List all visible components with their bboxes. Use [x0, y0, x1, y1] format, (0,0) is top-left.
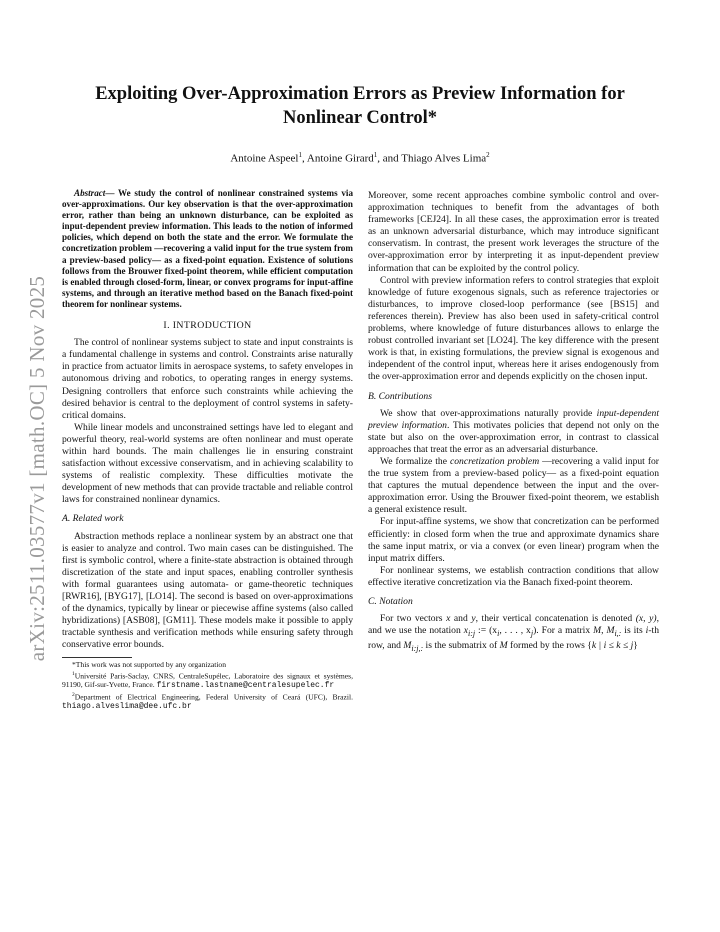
footnote-affiliation-2 [62, 691, 353, 712]
arxiv-stamp [18, 248, 58, 688]
text-run: , and we use the notation [368, 613, 659, 637]
text-run: . This motivates policies that depend not only on the state but also on the over-approximation error, in contrast to classical approaches that treat the error as an adversarial disturbance. [368, 419, 659, 455]
emphasis-text: concretization problem [449, 455, 540, 467]
paragraph: For input-affine systems, we show that concretization can be performed efficiently: in closed form when the true and approximate dynamics share the same input matrix, or via a convex (or even linear) program when the input matrix differs. [368, 516, 659, 564]
text-run: ). For a matrix [533, 625, 594, 637]
footnote-divider [62, 657, 132, 658]
author-affiliation-mark: 1 [373, 151, 378, 159]
abstract-dash: — [105, 188, 118, 198]
left-column [62, 188, 353, 712]
math-symbol: (x, y) [635, 613, 657, 625]
subsection-heading-notation: C. Notation [368, 596, 413, 607]
text-run: -th row, and [368, 625, 659, 652]
paragraph [368, 456, 659, 516]
paragraph: While linear models and unconstrained settings have led to elegant and powerful theory, real-world systems are often nonlinear and must operate within hard bounds. The main challenges lie in ensuring constraint satisfaction without excessive conservatism, and in achieving scalability to systems of realistic complexity. These difficulties motivate the development of new methods that can provide tractable and reliable control laws for constrained nonlinear dynamics. [62, 421, 353, 506]
author-separator: , [301, 152, 307, 165]
math-symbol: M [403, 640, 412, 652]
footnote-text: Université Paris-Saclay, CNRS, CentraleSupélec, Laboratoire des signaux et systèmes, 91190, Gif-sur-Yvette, France. [62, 671, 353, 690]
paragraph [368, 408, 659, 456]
footnote-text: Department of Electrical Engineering, Federal University of Ceará (UFC), Brazil. [74, 692, 353, 702]
paragraph: Abstraction methods replace a nonlinear system by an abstract one that is easier to analyze and control. Two main cases can be distinguished. The first is symbolic control, where a finite-state abstraction is obtained through discretization of the state and input spaces, enabling controller synthesis with formal guarantees using automata- or game-theoretic techniques [RWR16], [BYG17], [LO14]. The second is based on over-approximations of the dynamics, typically by linear or piecewise affine systems (also called hybridizations) [ASB08], [GM11]. These models make it possible to apply tractable synthesis and verification methods while ensuring safety through conservative error bounds. [62, 530, 353, 651]
text-run: } [633, 640, 638, 652]
math-set: k | i ≤ k ≤ j [591, 640, 634, 652]
math-text: , . . . , x [499, 625, 531, 637]
math-subscript: i [497, 629, 500, 639]
math-subscript: i:j,: [411, 644, 424, 654]
text-run: For two vectors [380, 613, 447, 625]
text-run: formed by the rows { [507, 640, 592, 652]
text-run: We show that over-approximations naturally provide [380, 407, 597, 419]
math-symbol: M [606, 625, 615, 637]
paragraph: The control of nonlinear systems subject to state and input constraints is a fundamental challenge in systems and control. Constraints arise naturally in practice from actuator limits in aerospace systems, to safety envelopes in autonomous driving and robotics, to operating ranges in energy systems. Designing controllers that enforce such constraints while achieving the desired behavior is central to the deployment of control systems in safety-critical domains. [62, 337, 353, 421]
math-symbol: M [499, 640, 508, 652]
footnotes [62, 660, 353, 711]
paper-title: Exploiting Over-Approximation Errors as Preview Information for Nonlinear Control* [95, 84, 625, 128]
math-symbol: M [593, 625, 602, 637]
emphasis-text: input-dependent preview information [368, 407, 659, 431]
author-name: Antoine Girard [306, 152, 374, 165]
text-run: is its [621, 625, 646, 637]
right-column [368, 190, 659, 655]
author-affiliation-mark: 1 [298, 151, 302, 159]
paragraph: For nonlinear systems, we establish contraction conditions that allow effective iterative concretization via the Banach fixed-point theorem. [368, 564, 659, 588]
subsection-heading-related-work: A. Related work [62, 513, 124, 525]
math-text: := (x [475, 625, 498, 637]
math-symbol: i [645, 625, 649, 637]
text-run: , their vertical concatenation is denoted [475, 613, 636, 625]
footnote-mark: 1 [72, 670, 75, 677]
text-run: We formalize the [380, 455, 450, 467]
footnote-mark: 2 [72, 691, 75, 698]
author-separator: , and [377, 152, 402, 165]
author-affiliation-mark: 2 [486, 151, 490, 159]
section-heading-introduction: I. INTRODUCTION [163, 320, 252, 332]
math-symbol: x [463, 625, 468, 637]
text-run: —recovering a valid input for the true system from a preview-based policy— as a fixed-point equation that captures the mutual dependence between the input and the over-approximation error. Using the Brouwer fixed-point theorem, we establish a general existence result. [368, 455, 660, 516]
abstract-text: We study the control of nonlinear constrained systems via over-approximations. Our key observation is that the over-approximation error, rather than being an unknown disturbance, can be exploited as input-dependent preview information. This leads to the notion of informed policies, which depend on both the state and the error. We formulate the concretization problem —recovering a valid input for the true system from a preview-based policy— as a fixed-point equation. Existence of solutions follows from the Brouwer fixed-point theorem, while efficient computation is enabled through closed-form, linear, or convex programs for input-affine systems, and through an iterative method based on the Banach fixed-point theorem for nonlinear systems. [62, 188, 354, 309]
footnote-email: thiago.alveslima@dee.ufc.br [62, 702, 192, 712]
math-symbol: x [446, 613, 451, 625]
text-run: and [450, 613, 472, 625]
footnote-funding: *This work was not supported by any organization [72, 660, 227, 670]
footnote-affiliation-1 [62, 670, 353, 691]
author-list [60, 148, 660, 166]
paragraph-notation [368, 613, 659, 655]
paragraph: Moreover, some recent approaches combine symbolic control and over-approximation techniques to benefit from the advantages of both frameworks [CEJ24]. In all these cases, the approximation error is treated as an unknown adversarial disturbance, which may introduce significant conservatism. In contrast, the present work leverages the structure of the over-approximation error by interpreting it as input-dependent preview information that can be exploited by the control policy. [368, 190, 659, 274]
author-name: Thiago Alves Lima [401, 152, 487, 165]
abstract-label: Abstract [74, 188, 106, 198]
math-symbol: y [471, 613, 476, 625]
footnote-email: firstname.lastname@centralesupelec.fr [156, 681, 335, 691]
math-subscript: i,: [614, 629, 622, 639]
author-name: Antoine Aspeel [230, 152, 299, 165]
math-subscript: j [530, 629, 534, 639]
paragraph: Control with preview information refers to control strategies that exploit knowledge of future exogenous signals, such as reference trajectories or disturbances, to improve closed-loop performance (see [BS15] and references therein). Preview has also been used in safety-critical control problems, where knowledge of future disturbances allows to enlarge the robust controlled invariant set [LO24]. The key difference with the present work is that, in existing formulations, the preview signal is exogenous and independent of the control input, whereas here it arises endogenously from the over-approximation error and depends explicitly on the chosen input. [368, 274, 659, 383]
subsection-heading-contributions: B. Contributions [368, 390, 432, 402]
arxiv-stamp-text: arXiv:2511.03577v1 [math.OC] 5 Nov 2025 [25, 275, 50, 661]
abstract [62, 188, 353, 310]
text-run: , [601, 625, 607, 637]
math-subscript: i:j [468, 629, 476, 639]
text-run: is the submatrix of [423, 640, 500, 652]
